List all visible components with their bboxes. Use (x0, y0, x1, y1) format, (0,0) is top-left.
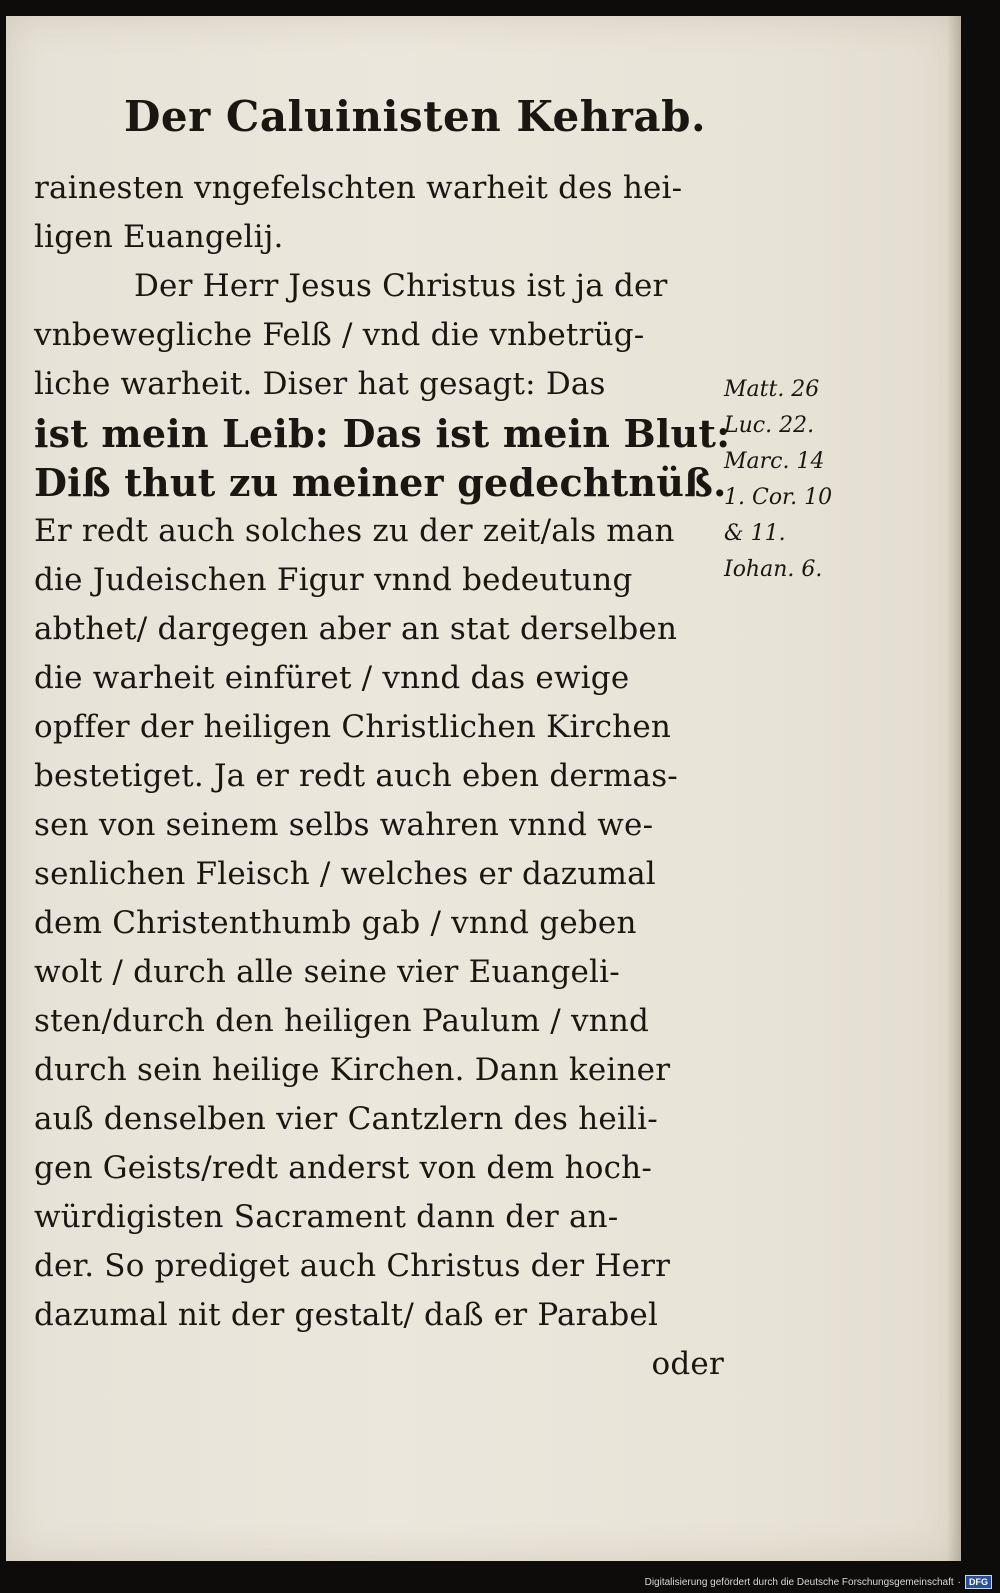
text-line: sten/durch den heiligen Paulum / vnnd (34, 1003, 650, 1039)
text-line: gen Geists/redt anderst von dem hoch- (34, 1150, 653, 1186)
text-line: abthet/ dargegen aber an stat derselben (34, 611, 678, 647)
text-line: durch sein heilige Kirchen. Dann keiner (34, 1052, 671, 1088)
text-line: opffer der heiligen Christlichen Kirchen (34, 709, 672, 745)
text-line: die Judeischen Figur vnnd bedeutung (34, 562, 633, 598)
margin-note: Matt. 26 (724, 377, 820, 402)
body-text (34, 164, 731, 1389)
margin-note: Marc. 14 (724, 449, 825, 474)
text-line: senlichen Fleisch / welches er dazumal (34, 856, 656, 892)
separator: · (957, 1576, 961, 1588)
text-line: der. So prediget auch Christus der Herr (34, 1248, 671, 1284)
book-page (6, 16, 961, 1561)
running-head: Der Caluinisten Kehrab. (124, 92, 707, 141)
text-line: Der Herr Jesus Christus ist ja der (134, 268, 668, 304)
text-line: dem Christenthumb gab / vnnd geben (34, 905, 637, 941)
text-line: wolt / durch alle seine vier Euangeli- (34, 954, 620, 990)
text-line: dazumal nit der gestalt/ daß er Parabel (34, 1297, 659, 1333)
credit-text: Digitalisierung gefördert durch die Deutsche Forschungsgemeinschaft (644, 1576, 954, 1588)
text-line: vnbewegliche Felß / vnd die vnbetrüg- (34, 317, 645, 353)
text-line: Diß thut zu meiner gedechtnüß. (34, 460, 727, 505)
text-line: bestetiget. Ja er redt auch eben dermas- (34, 758, 678, 794)
text-line: rainesten vngefelschten warheit des hei- (34, 170, 683, 206)
text-line: Er redt auch solches zu der zeit/als man (34, 513, 675, 549)
text-line: sen von seinem selbs wahren vnnd we- (34, 807, 654, 843)
margin-note: Luc. 22. (724, 413, 815, 438)
text-line: die warheit einfüret / vnnd das ewige (34, 660, 630, 696)
text-line: liche warheit. Diser hat gesagt: Das (34, 366, 606, 402)
text-line: ist mein Leib: Das ist mein Blut: (34, 411, 731, 456)
margin-notes (724, 372, 854, 588)
margin-note: & 11. (724, 521, 786, 546)
margin-note: Iohan. 6. (724, 557, 823, 582)
text-line: ligen Euangelij. (34, 219, 284, 255)
text-line: auß denselben vier Cantzlern des heili- (34, 1101, 658, 1137)
digitization-credit (645, 1575, 992, 1589)
text-line: oder (651, 1346, 724, 1382)
margin-note: 1. Cor. 10 (724, 485, 833, 510)
text-line: würdigisten Sacrament dann der an- (34, 1199, 619, 1235)
dfg-logo: DFG (965, 1575, 992, 1589)
